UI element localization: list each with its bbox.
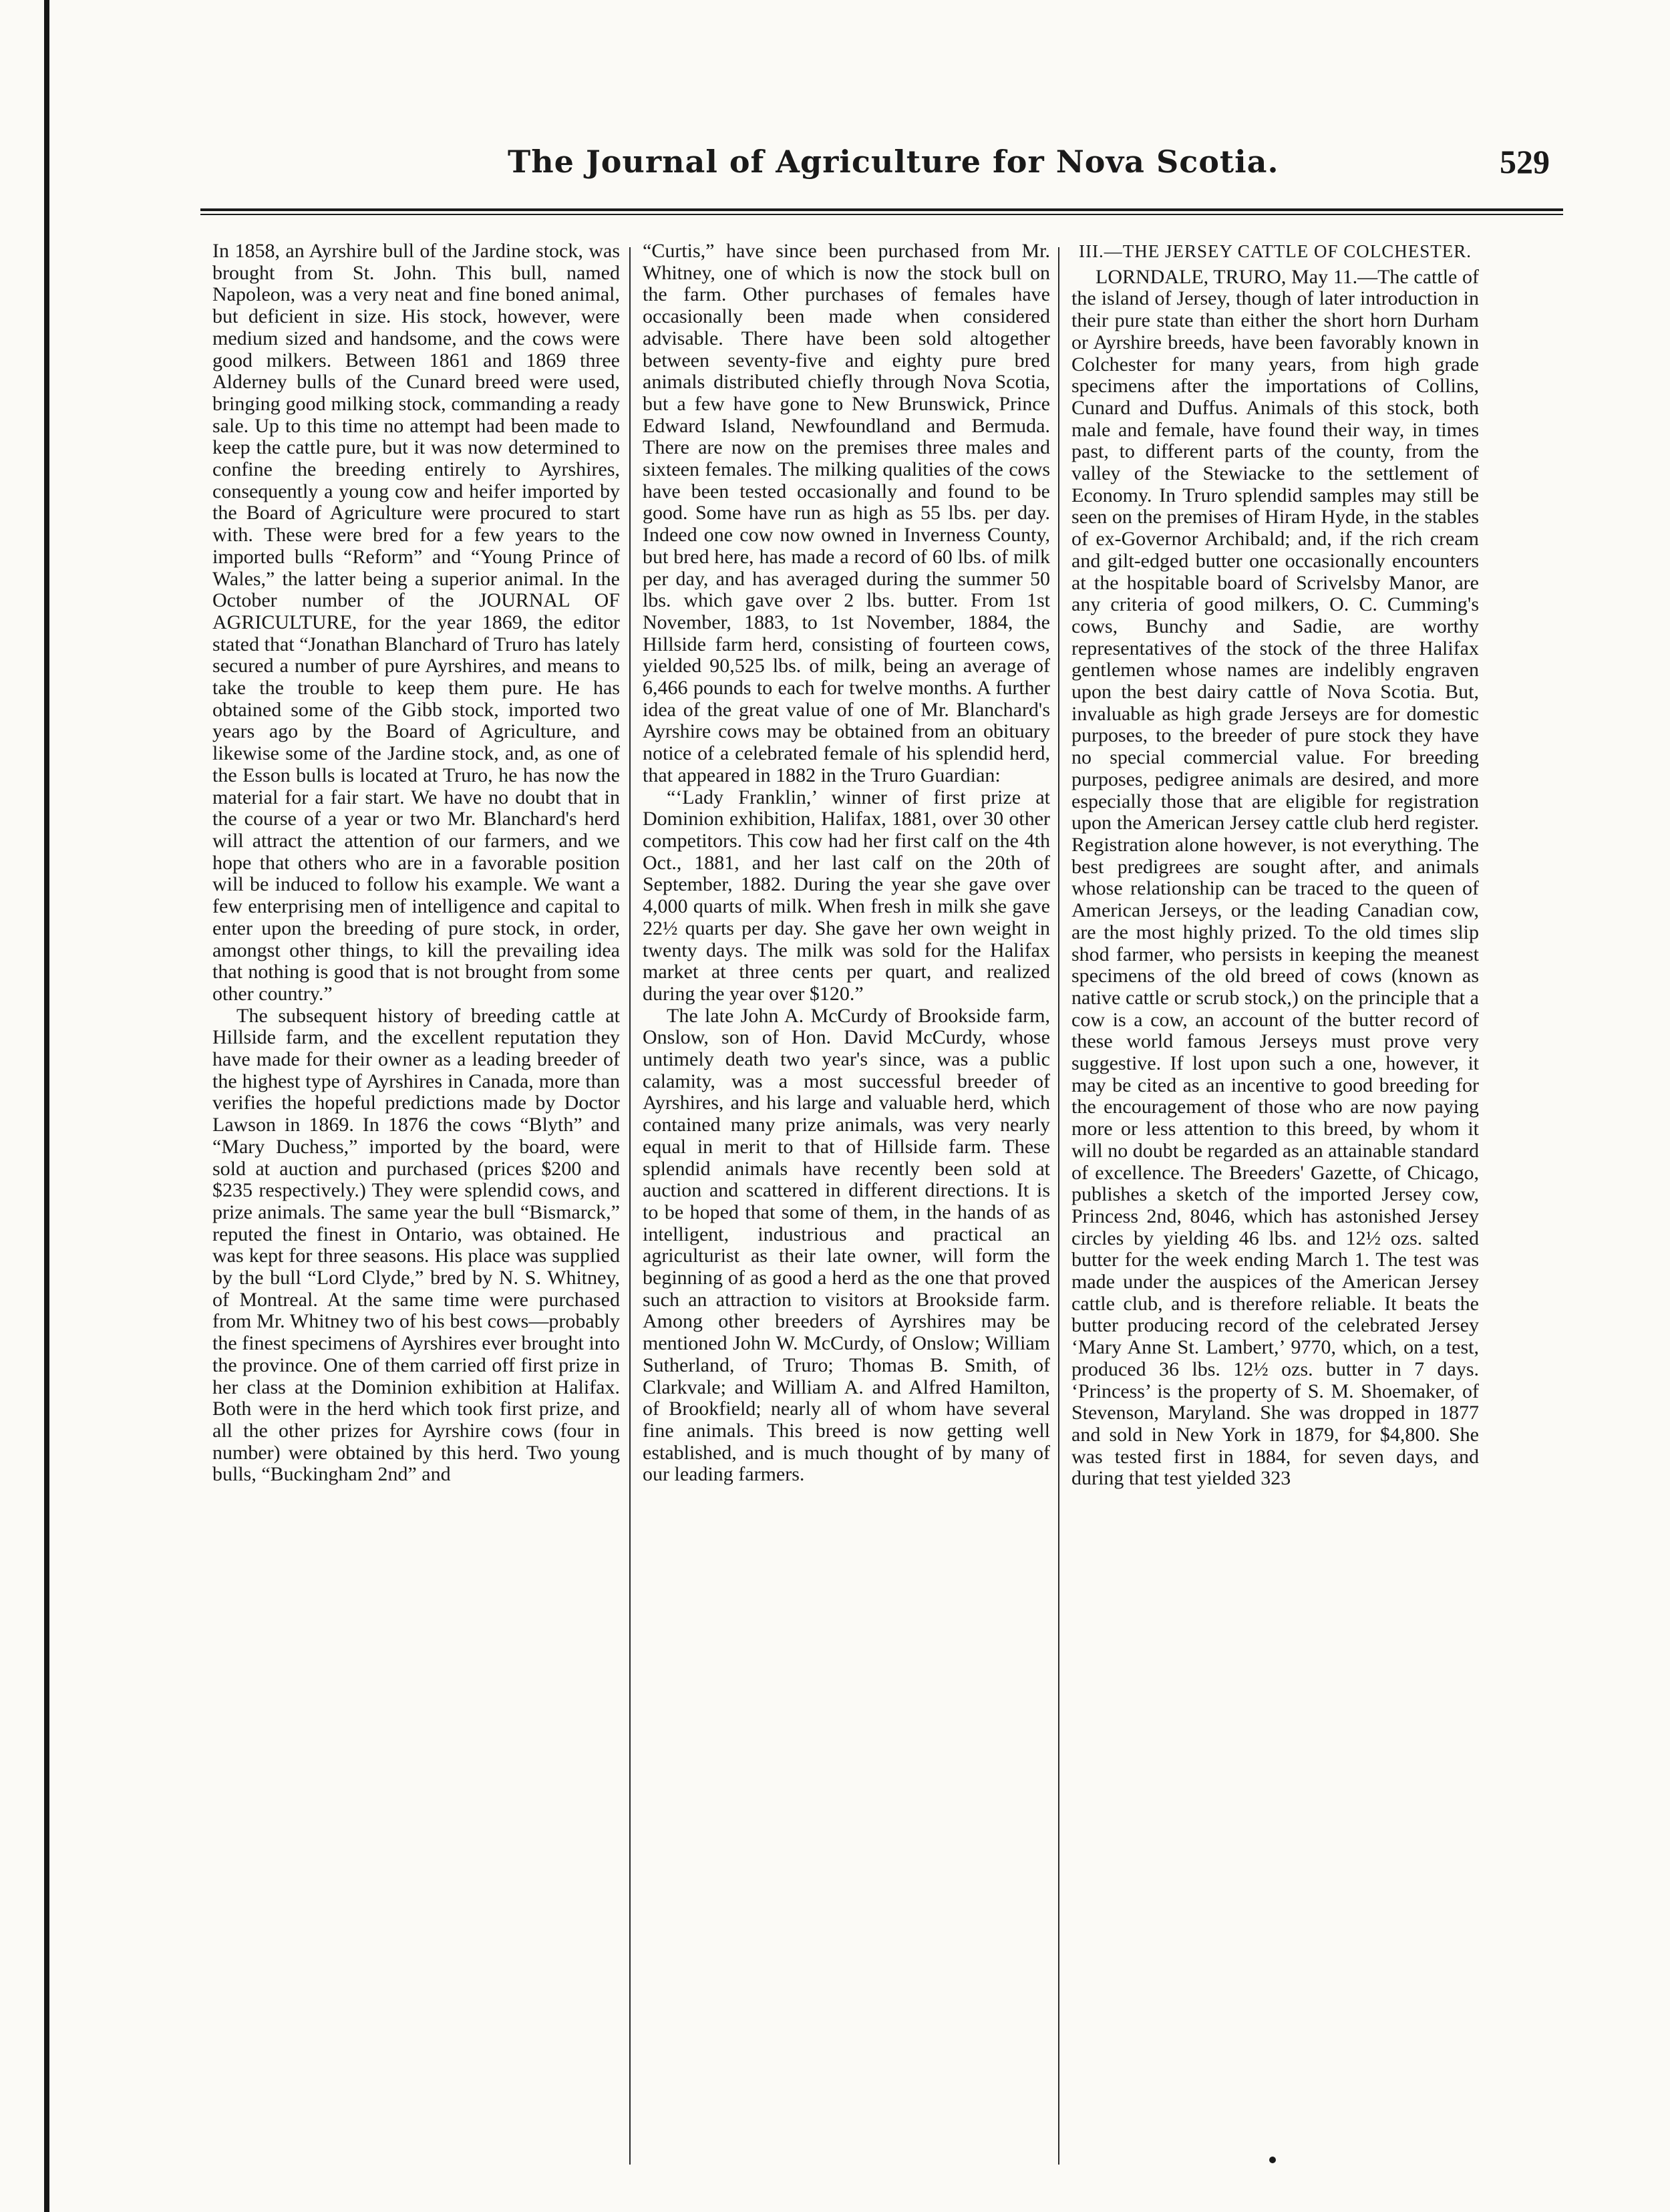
column-divider bbox=[1058, 247, 1059, 2165]
column-divider bbox=[629, 247, 631, 2165]
column-2 bbox=[643, 241, 1050, 2165]
paragraph: “Curtis,” have since been purchased from Mr. Whitney, one of which is now the stock bull on the farm. Other purchases of females have occasionally been made when considered advisable. There have been sold altogether between seventy-five and eighty pure bred animals distributed chiefly through Nova Scotia, but a few have gone to New Brunswick, Prince Edward Island, Newfoundland and Bermuda. There are now on the premises three males and sixteen females. The milking qualities of the cows have been tested occasionally and found to be good. Some have run as high as 55 lbs. per day. Indeed one cow now owned in Inverness County, but bred here, has made a record of 60 lbs. of milk per day, and has averaged during the summer 50 lbs. which gave over 2 lbs. butter. From 1st November, 1883, to 1st November, 1884, the Hillside farm herd, consisting of fourteen cows, yielded 90,525 lbs. of milk, being an average of 6,466 pounds to each for twelve months. A further idea of the great value of one of Mr. Blanchard's Ayrshire cows may be obtained from an obituary notice of a celebrated female of his splendid herd, that appeared in 1882 in the Truro Guardian: bbox=[643, 241, 1050, 786]
journal-title: The Journal of Agriculture for Nova Scotia. bbox=[508, 144, 1279, 180]
margin-rule bbox=[44, 0, 49, 2212]
paragraph: The late John A. McCurdy of Brookside farm, Onslow, son of Hon. David McCurdy, whose untimely death two year's since, was a public calamity, was a most successful breeder of Ayrshires, and his large and valuable herd, which contained many prize animals, was very nearly equal in merit to that of Hillside farm. These splendid animals have recently been sold at auction and scattered in different directions. It is to be hoped that some of them, in the hands of as intelligent, industrious and practical an agriculturist as their late owner, will form the beginning of as good a herd as the one that proved such an attraction to visitors at Brookside farm. Among other breeders of Ayrshires may be mentioned John W. McCurdy, of Onslow; William Sutherland, of Truro; Thomas B. Smith, of Clarkvale; and William A. and Alfred Hamilton, of Brookfield; nearly all of whom have several fine animals. This breed is now getting well established, and is much thought of by many of our leading farmers. bbox=[643, 1004, 1050, 1486]
header-rule bbox=[200, 208, 1563, 211]
column-3 bbox=[1071, 241, 1479, 2165]
header-rule-thin bbox=[200, 214, 1563, 215]
paragraph: LORNDALE, TRURO, May 11.—The cattle of the island of Jersey, though of later introduction in their pure state than either the short horn Durham or Ayrshire breeds, have been favorably known in Colchester for many years, from high grade specimens after the importations of Collins, Cunard and Duffus. Animals of this stock, both male and female, have found their way, in times past, to different parts of the county, from the valley of the Stewiacke to the settlement of Economy. In Truro splendid samples may still be seen on the premises of Hiram Hyde, in the stables of ex-Governor Archibald; and, if the rich cream and gilt-edged butter one occasionally encounters at the hospitable board of Scrivelsby Manor, are any criteria of good milkers, O. C. Cumming's cows, Bunchy and Sadie, are worthy representatives of the stock of the three Halifax gentlemen whose names are indelibly engraven upon the best dairy cattle of Nova Scotia. But, invaluable as high grade Jerseys are for domestic purposes, to the breeder of pure stock they have no special commercial value. For breeding purposes, pedigree animals are desired, and more especially those that are eligible for registration upon the American Jersey cattle club herd register. Registration alone however, is not everything. The best predigrees are sought after, and animals whose relationship can be traced to the queen of American Jerseys, or the leading Canadian cow, are the most highly prized. To the old times slip shod farmer, who persists in keeping the meanest specimens of the old breed of cows (known as native cattle or scrub stock,) on the principle that a cow is a cow, an account of the butter record of these world famous Jerseys must prove very suggestive. If lost upon such a one, however, it may be cited as an incentive to good breeding for the encouragement of those who are now paying more or less attention to this breed, by whom it will no doubt be regarded as an attainable standard of excellence. The Breeders' Gazette, of Chicago, publishes a sketch of the imported Jersey cow, Princess 2nd, 8046, which has astonished Jersey circles by yielding 46 lbs. and 12½ ozs. salted butter for the week ending March 1. The test was made under the auspices of the American Jersey cattle club, and is therefore reliable. It beats the butter producing record of the celebrated Jersey ‘Mary Anne St. Lambert,’ 9770, which, on a test, produced 36 lbs. 12½ ozs. butter in 7 days. ‘Princess’ is the property of S. M. Shoemaker, of Stevenson, Maryland. She was dropped in 1877 and sold in New York in 1879, for $4,800. She was tested first in 1884, for seven days, and during that test yielded 323 bbox=[1071, 265, 1479, 1490]
column-1 bbox=[212, 241, 620, 2165]
paragraph: In 1858, an Ayrshire bull of the Jardine stock, was brought from St. John. This bull, named Napoleon, was a very neat and fine boned animal, but deficient in size. His stock, however, were medium sized and handsome, and the cows were good milkers. Between 1861 and 1869 three Alderney bulls of the Cunard breed were used, bringing good milking stock, commanding a ready sale. Up to this time no attempt had been made to keep the cattle pure, but it was now determined to confine the breeding entirely to Ayrshires, consequently a young cow and heifer imported by the Board of Agriculture were procured to start with. These were bred for a few years to the imported bulls “Reform” and “Young Prince of Wales,” the latter being a superior animal. In the October number of the JOURNAL OF AGRICULTURE, for the year 1869, the editor stated that “Jonathan Blanchard of Truro has lately secured a number of pure Ayrshires, and means to take the trouble to keep them pure. He has obtained some of the Gibb stock, imported two years ago by the Board of Agriculture, and likewise some of the Jardine stock, and, as one of the Esson bulls is located at Truro, he has now the material for a fair start. We have no doubt that in the course of a year or two Mr. Blanchard's herd will attract the attention of our farmers, and we hope that others who are in a favorable position will be induced to follow his example. We want a few enterprising men of intelligence and capital to enter upon the breeding of pure stock, in order, amongst other things, to kill the prevailing idea that nothing is good that is not brought from some other country.” bbox=[212, 241, 620, 1005]
page-header bbox=[200, 137, 1563, 204]
ink-dot bbox=[1269, 2157, 1276, 2163]
paragraph: The subsequent history of breeding cattle at Hillside farm, and the excellent reputation they have made for their owner as a leading breeder of the highest type of Ayrshires in Canada, more than verifies the hopeful predictions made by Doctor Lawson in 1869. In 1876 the cows “Blyth” and “Mary Duchess,” imported by the board, were sold at auction and purchased (prices $200 and $235 respectively.) They were splendid cows, and prize animals. The same year the bull “Bismarck,” reputed the finest in Ontario, was obtained. He was kept for three seasons. His place was supplied by the bull “Lord Clyde,” bred by N. S. Whitney, of Montreal. At the same time were purchased from Mr. Whitney two of his best cows—probably the finest specimens of Ayrshires ever brought into the province. One of them carried off first prize in her class at the Dominion exhibition at Halifax. Both were in the herd which took first prize, and all the other prizes for Ayrshire cows (four in number) were obtained by this herd. Two young bulls, “Buckingham 2nd” and bbox=[212, 1004, 620, 1486]
page-number: 529 bbox=[1500, 143, 1550, 180]
paragraph: “‘Lady Franklin,’ winner of first prize at Dominion exhibition, Halifax, 1881, over 30 other competitors. This cow had her first calf on the 4th Oct., 1881, and her last calf on the 20th of September, 1882. During the year she gave over 4,000 quarts of milk. When fresh in milk she gave 22½ quarts per day. She gave her own weight in twenty days. The milk was sold for the Halifax market at three cents per quart, and realized during the year over $120.” bbox=[643, 786, 1050, 1005]
section-heading: III.—THE JERSEY CATTLE OF COLCHESTER. bbox=[1079, 241, 1472, 261]
